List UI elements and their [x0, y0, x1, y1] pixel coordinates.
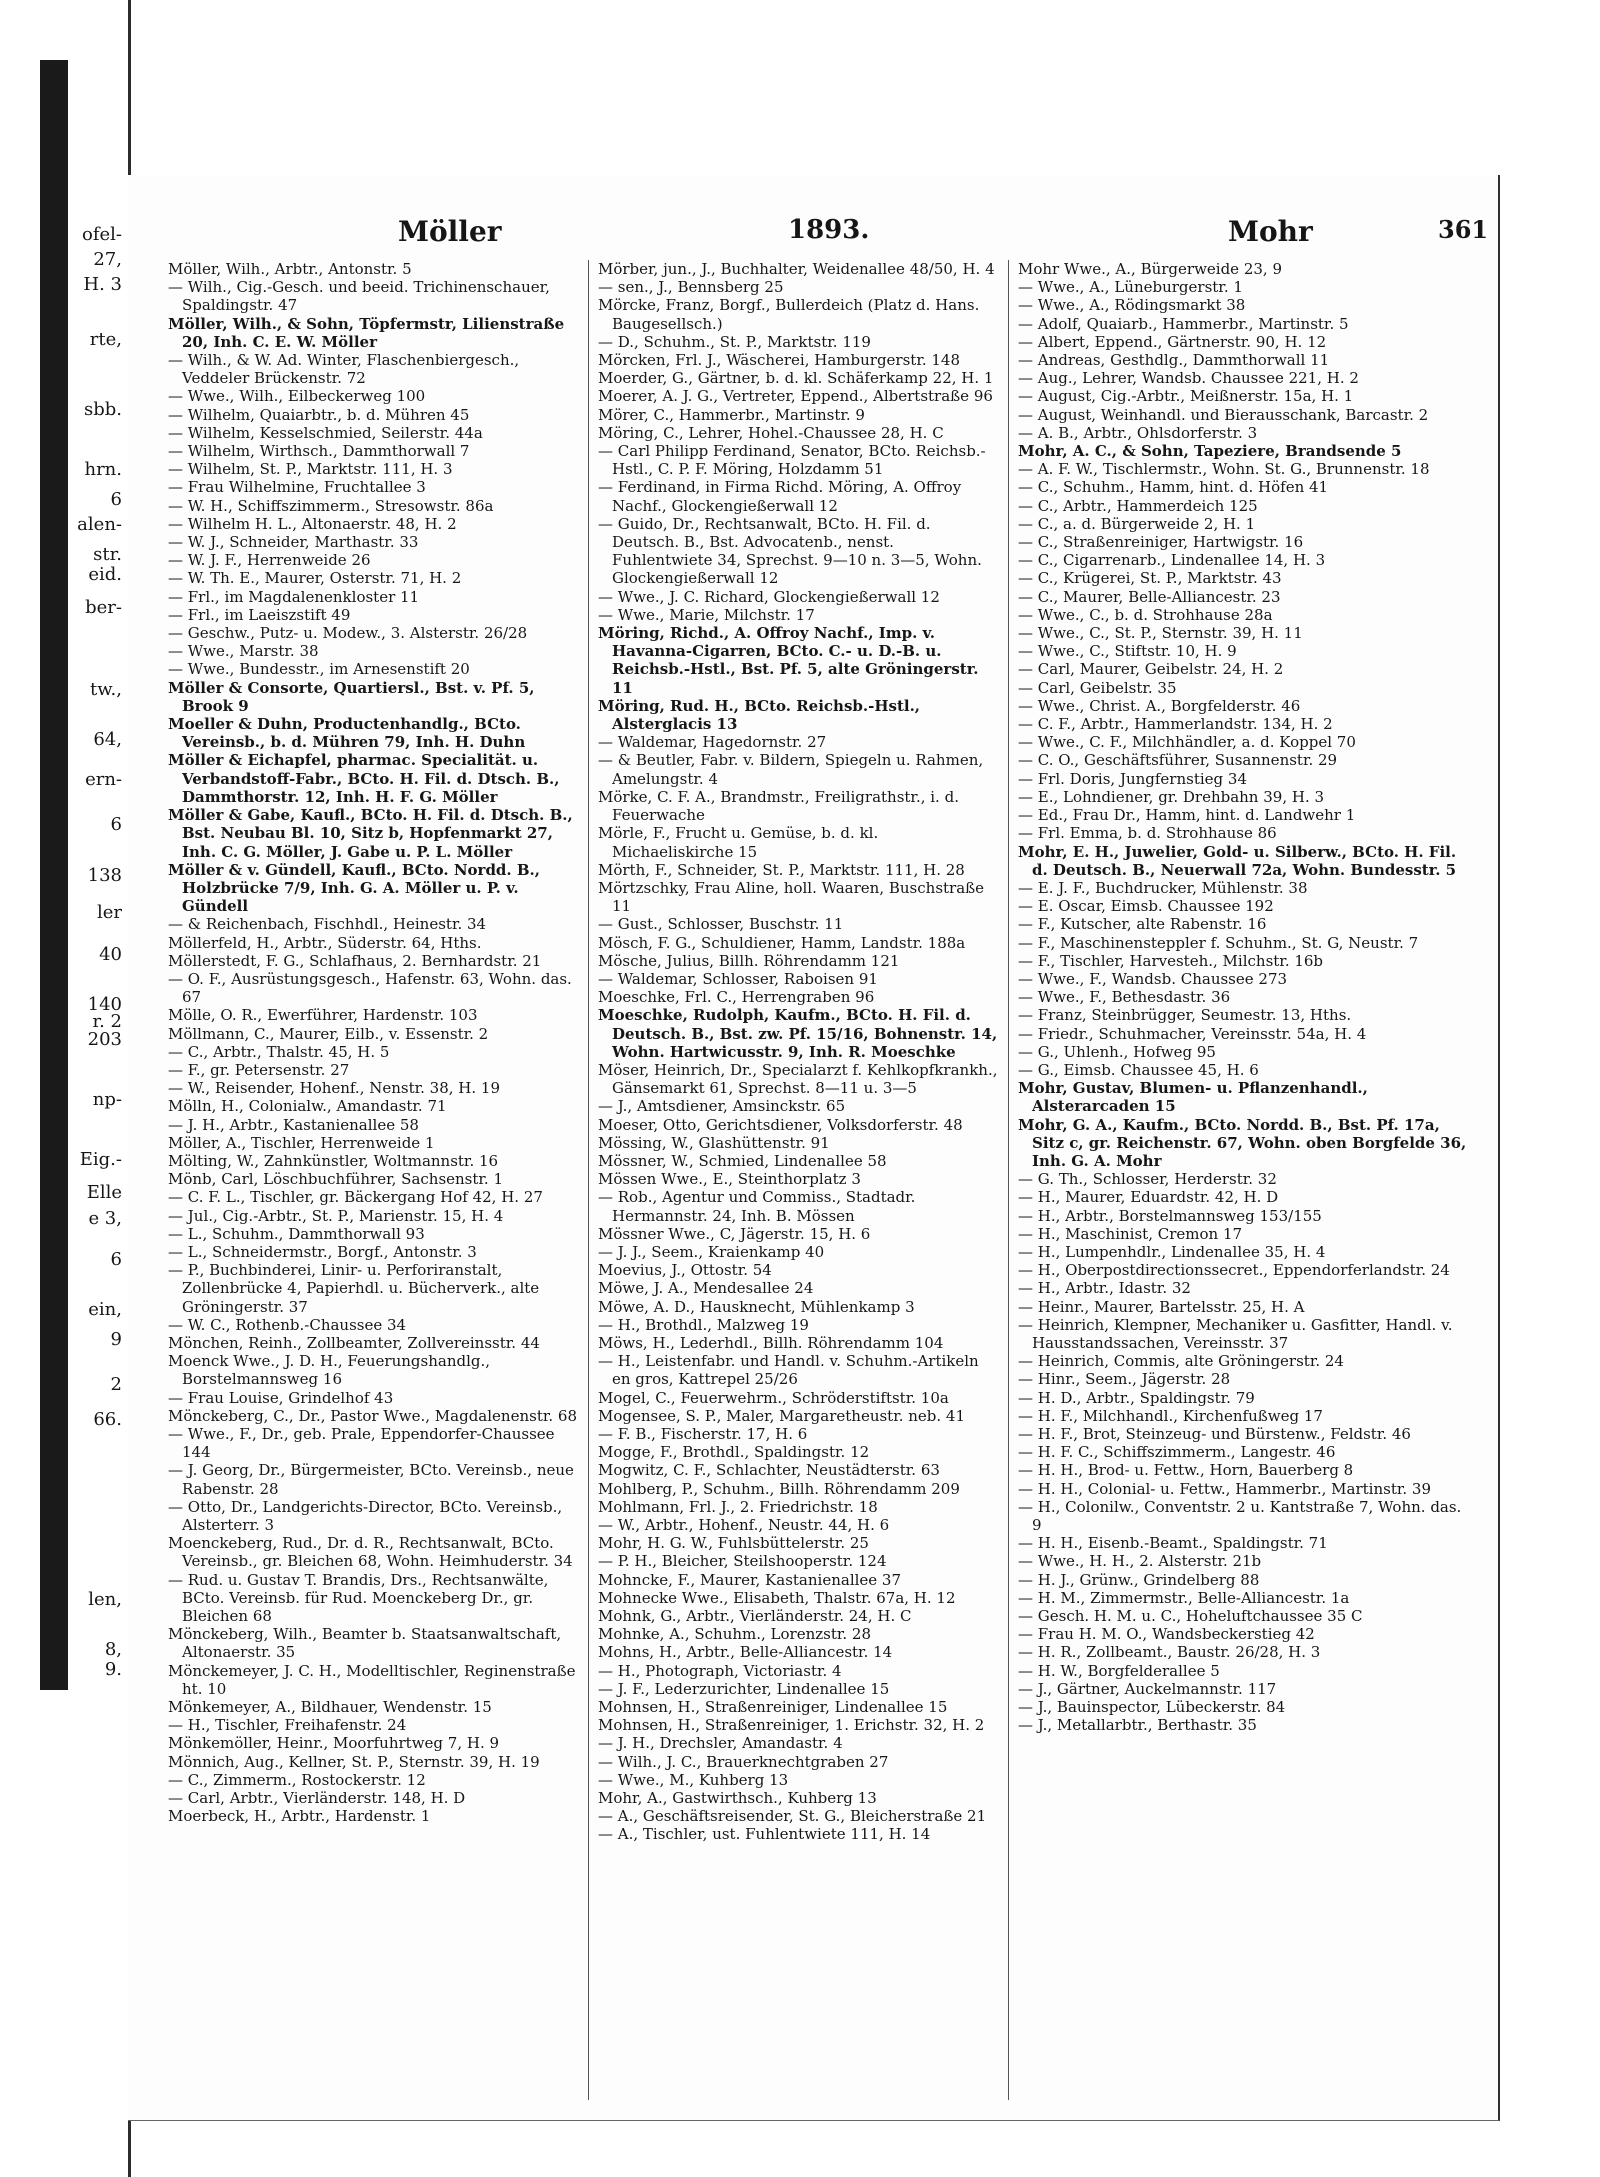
- directory-entry: — Carl Philipp Ferdinand, Senator, BCto. Reichsb.-Hstl., C. P. F. Möring, Holzdamm 51: [598, 442, 986, 479]
- directory-entry: — & Beutler, Fabr. v. Bildern, Spiegeln u. Rahmen, Amelungstr. 4: [598, 751, 984, 788]
- directory-entry: — H., Arbtr., Idastr. 32: [1018, 1279, 1191, 1298]
- directory-entry: — J., Gärtner, Auckelmannstr. 117: [1018, 1679, 1277, 1698]
- directory-entry: — Aug., Lehrer, Wandsb. Chaussee 221, H. 2: [1018, 369, 1359, 388]
- directory-entry: Mönckeberg, C., Dr., Pastor Wwe., Magdalenenstr. 68: [168, 1406, 577, 1425]
- directory-entry: Moerder, G., Gärtner, b. d. kl. Schäferkamp 22, H. 1: [598, 369, 994, 388]
- directory-entry: — J. H., Drechsler, Amandastr. 4: [598, 1734, 843, 1753]
- directory-entry: — Waldemar, Hagedornstr. 27: [598, 733, 827, 752]
- directory-entry: — F., Tischler, Harvesteh., Milchstr. 16b: [1018, 951, 1324, 970]
- directory-entry: — Wwe., M., Kuhberg 13: [598, 1770, 789, 1789]
- directory-entry: — Frl. Emma, b. d. Strohhause 86: [1018, 824, 1277, 843]
- directory-entry: Mohnecke Wwe., Elisabeth, Thalstr. 67a, H. 12: [598, 1588, 956, 1607]
- directory-entry: Moevius, J., Ottostr. 54: [598, 1261, 772, 1280]
- left-page-fragment: ern-: [85, 769, 122, 790]
- directory-entry: Mössen Wwe., E., Steinthorplatz 3: [598, 1170, 861, 1189]
- directory-entry: Mönnich, Aug., Kellner, St. P., Sternstr. 39, H. 19: [168, 1752, 540, 1771]
- directory-entry: Mörcke, Franz, Borgf., Bullerdeich (Platz d. Hans. Baugesellsch.): [598, 296, 980, 333]
- directory-entry: — Wwe., J. C. Richard, Glockengießerwall 12: [598, 587, 940, 606]
- directory-entry: Möring, Richd., A. Offroy Nachf., Imp. v. Havanna-Cigarren, BCto. C.- u. D.-B. u. Reichsb.-Hstl., Bst. Pf. 5, alte Gröningerstr. 11: [598, 624, 979, 697]
- directory-entry: — Frau Louise, Grindelhof 43: [168, 1388, 394, 1407]
- directory-entry: — & Reichenbach, Fischhdl., Heinestr. 34: [168, 915, 487, 934]
- left-page-fragment: 6: [110, 814, 122, 835]
- directory-entry: Moerer, A. J. G., Vertreter, Eppend., Albertstraße 96: [598, 387, 993, 406]
- directory-entry: — H. M., Zimmermstr., Belle-Alliancestr. 1a: [1018, 1588, 1350, 1607]
- directory-entry: — C., Zimmerm., Rostockerstr. 12: [168, 1770, 426, 1789]
- left-page-fragment: 64,: [93, 729, 122, 750]
- directory-entry: Mönb, Carl, Löschbuchführer, Sachsenstr. 1: [168, 1170, 504, 1189]
- directory-entry: — Andreas, Gesthdlg., Dammthorwall 11: [1018, 351, 1330, 370]
- directory-entry: Mörle, F., Frucht u. Gemüse, b. d. kl. Michaeliskirche 15: [598, 824, 879, 861]
- directory-entry: — H. H., Eisenb.-Beamt., Spaldingstr. 71: [1018, 1534, 1328, 1553]
- directory-entry: — Otto, Dr., Landgerichts-Director, BCto. Vereinsb., Alsterterr. 3: [168, 1497, 563, 1535]
- left-page-fragment: ofel-: [82, 224, 122, 245]
- directory-entry: Moenck Wwe., J. D. H., Feuerungshandlg., Borstelmannsweg 16: [168, 1352, 491, 1389]
- directory-entry: — H., Brothdl., Malzweg 19: [598, 1315, 809, 1334]
- left-page-fragment: 6: [110, 489, 122, 510]
- directory-entry: — Waldemar, Schlosser, Raboisen 91: [598, 969, 878, 988]
- directory-entry: — J. F., Lederzurichter, Lindenallee 15: [598, 1679, 890, 1698]
- directory-entry: Mohnk, G., Arbtr., Vierländerstr. 24, H. C: [598, 1607, 912, 1626]
- directory-entry: — C., Maurer, Belle-Alliancestr. 23: [1018, 587, 1281, 606]
- directory-entry: Mösch, F. G., Schuldiener, Hamm, Landstr. 188a: [598, 933, 966, 952]
- directory-entry: — Ed., Frau Dr., Hamm, hint. d. Landwehr 1: [1018, 806, 1356, 825]
- directory-entry: — Wwe., Christ. A., Borgfelderstr. 46: [1018, 696, 1301, 715]
- directory-entry: — Frl., im Laeiszstift 49: [168, 605, 351, 624]
- directory-entry: — Wilh., J. C., Brauerknechtgraben 27: [598, 1752, 889, 1771]
- directory-entry: Mölln, H., Colonialw., Amandastr. 71: [168, 1097, 447, 1116]
- directory-entry: — C., a. d. Bürgerweide 2, H. 1: [1018, 514, 1256, 533]
- directory-entry: Möllerstedt, F. G., Schlafhaus, 2. Bernhardstr. 21: [168, 951, 542, 970]
- directory-entry: Möring, C., Lehrer, Hohel.-Chaussee 28, H. C: [598, 423, 944, 442]
- directory-entry: — H. F. C., Schiffszimmerm., Langestr. 46: [1018, 1443, 1336, 1462]
- directory-entry: — Heinrich, Commis, alte Gröningerstr. 24: [1018, 1352, 1344, 1371]
- directory-entry: Mörer, C., Hammerbr., Martinstr. 9: [598, 405, 865, 424]
- directory-entry: — W., Reisender, Hohenf., Nenstr. 38, H. 19: [168, 1079, 501, 1098]
- directory-entry: — G. Th., Schlosser, Herderstr. 32: [1018, 1170, 1277, 1189]
- directory-entry: — H. D., Arbtr., Spaldingstr. 79: [1018, 1388, 1255, 1407]
- directory-entry: — F., Maschinensteppler f. Schuhm., St. G, Neustr. 7: [1018, 933, 1419, 952]
- directory-entry: Möws, H., Lederhdl., Billh. Röhrendamm 104: [598, 1333, 944, 1352]
- directory-entry: Mohnsen, H., Straßenreiniger, Lindenallee 15: [598, 1698, 948, 1717]
- directory-entry: — L., Schuhm., Dammthorwall 93: [168, 1224, 425, 1243]
- directory-entry: — H., Tischler, Freihafenstr. 24: [168, 1716, 407, 1735]
- directory-entry: — Friedr., Schuhmacher, Vereinsstr. 54a, H. 4: [1018, 1024, 1367, 1043]
- directory-entry: — J. J., Seem., Kraienkamp 40: [598, 1242, 825, 1261]
- directory-entry: — Carl, Geibelstr. 35: [1018, 678, 1177, 697]
- directory-entry: Möwe, A. D., Hausknecht, Mühlenkamp 3: [598, 1297, 915, 1316]
- directory-entry: Mogensee, S. P., Maler, Margaretheustr. neb. 41: [598, 1406, 966, 1425]
- column-2: [598, 260, 998, 2100]
- directory-entry: Mogel, C., Feuerwehrm., Schröderstiftstr. 10a: [598, 1388, 949, 1407]
- directory-entry: Mönckeberg, Wilh., Beamter b. Staatsanwaltschaft, Altonaerstr. 35: [168, 1625, 562, 1662]
- directory-entry: — Wwe., C. F., Milchhändler, a. d. Koppel 70: [1018, 733, 1356, 752]
- directory-entry: Mörth, F., Schneider, St. P., Marktstr. 111, H. 28: [598, 860, 965, 879]
- directory-entry: Mohr, Gustav, Blumen- u. Pflanzenhandl., Alsterarcaden 15: [1018, 1079, 1368, 1116]
- directory-entry: Mönckemeyer, J. C. H., Modelltischler, Reginenstraße ht. 10: [168, 1661, 576, 1698]
- left-page-fragment: 140: [87, 994, 122, 1015]
- directory-entry: — E. Oscar, Eimsb. Chaussee 192: [1018, 897, 1274, 916]
- directory-entry: — Wwe., Bundesstr., im Arnesenstift 20: [168, 660, 470, 679]
- directory-entry: — H., Oberpostdirectionssecret., Eppendorferlandstr. 24: [1018, 1261, 1450, 1280]
- left-page-fragment: 40: [99, 944, 122, 965]
- directory-entry: — Wwe., F., Dr., geb. Prale, Eppendorfer-Chaussee 144: [168, 1425, 555, 1462]
- directory-entry: — G., Eimsb. Chaussee 45, H. 6: [1018, 1060, 1259, 1079]
- directory-entry: — Wwe., C., b. d. Strohhause 28a: [1018, 605, 1273, 624]
- directory-entry: Möser, Heinrich, Dr., Specialarzt f. Kehlkopfkrankh., Gänsemarkt 61, Sprechst. 8—11 u. 3—5: [598, 1060, 998, 1098]
- directory-entry: — H. H., Colonial- u. Fettw., Hammerbr., Martinstr. 39: [1018, 1479, 1431, 1498]
- left-page-fragment: str.: [93, 544, 122, 565]
- directory-entry: — Wwe., Wilh., Eilbeckerweg 100: [168, 387, 426, 406]
- left-page-fragment: e 3,: [88, 1208, 122, 1229]
- directory-entry: — C., Krügerei, St. P., Marktstr. 43: [1018, 569, 1282, 588]
- directory-entry: — Wwe., F., Wandsb. Chaussee 273: [1018, 969, 1288, 988]
- directory-entry: Möller & Eichapfel, pharmac. Specialität. u. Verbandstoff-Fabr., BCto. H. Fil. d. Dtsch. B., Dammthorstr. 12, Inh. H. F. G. Möller: [168, 751, 560, 806]
- directory-entry: — Hinr., Seem., Jägerstr. 28: [1018, 1370, 1231, 1389]
- directory-entry: — P. H., Bleicher, Steilshooperstr. 124: [598, 1552, 887, 1571]
- directory-entry: — C. F. L., Tischler, gr. Bäckergang Hof 42, H. 27: [168, 1188, 543, 1207]
- directory-entry: Mogge, F., Brothdl., Spaldingstr. 12: [598, 1443, 870, 1462]
- left-page-fragment: ber-: [85, 597, 122, 618]
- left-page-fragment: r. 2: [92, 1011, 122, 1032]
- directory-entry: — Gust., Schlosser, Buschstr. 11: [598, 915, 844, 934]
- left-page-fragment: eid.: [88, 564, 122, 585]
- directory-entry: — W. Th. E., Maurer, Osterstr. 71, H. 2: [168, 569, 462, 588]
- directory-entry: — C. O., Geschäftsführer, Susannenstr. 29: [1018, 751, 1338, 770]
- directory-entry: — Frau H. M. O., Wandsbeckerstieg 42: [1018, 1625, 1315, 1644]
- directory-entry: — August, Weinhandl. und Bierausschank, Barcastr. 2: [1018, 405, 1429, 424]
- directory-entry: — H. H., Brod- u. Fettw., Horn, Bauerberg 8: [1018, 1461, 1354, 1480]
- directory-entry: — Geschw., Putz- u. Modew., 3. Alsterstr. 26/28: [168, 624, 528, 643]
- left-page-fragment: 203: [87, 1029, 122, 1050]
- directory-entry: Möller, Wilh., Arbtr., Antonstr. 5: [168, 260, 412, 278]
- header-year: 1893.: [788, 215, 870, 245]
- header-right-keyword: Mohr: [1228, 215, 1313, 248]
- directory-entry: — H., Leistenfabr. und Handl. v. Schuhm.-Artikeln en gros, Kattrepel 25/26: [598, 1352, 979, 1389]
- directory-entry: — Heinr., Maurer, Bartelsstr. 25, H. A: [1018, 1297, 1305, 1316]
- directory-entry: Mörcken, Frl. J., Wäscherei, Hamburgerstr. 148: [598, 351, 961, 370]
- directory-entry: — E. J. F., Buchdrucker, Mühlenstr. 38: [1018, 878, 1308, 897]
- column-rule: [588, 260, 589, 2100]
- directory-entry: Möllmann, C., Maurer, Eilb., v. Essenstr. 2: [168, 1024, 489, 1043]
- directory-entry: — Frl. Doris, Jungfernstieg 34: [1018, 769, 1247, 788]
- column-3: [1018, 260, 1468, 2100]
- directory-entry: — L., Schneidermstr., Borgf., Antonstr. 3: [168, 1242, 477, 1261]
- directory-page: [128, 175, 1500, 2121]
- left-page-fragment: 138: [87, 865, 122, 886]
- directory-entry: — Frau Wilhelmine, Fruchtallee 3: [168, 478, 426, 497]
- directory-entry: Mössner Wwe., C, Jägerstr. 15, H. 6: [598, 1224, 871, 1243]
- directory-entry: Moeser, Otto, Gerichtsdiener, Volksdorferstr. 48: [598, 1115, 963, 1134]
- directory-entry: — C., Schuhm., Hamm, hint. d. Höfen 41: [1018, 478, 1329, 497]
- directory-entry: — Wwe., C., St. P., Sternstr. 39, H. 11: [1018, 624, 1303, 643]
- directory-entry: Mönkemeyer, A., Bildhauer, Wendenstr. 15: [168, 1698, 492, 1717]
- header-left-keyword: Möller: [398, 215, 502, 248]
- directory-entry: Mohnsen, H., Straßenreiniger, 1. Erichstr. 32, H. 2: [598, 1716, 985, 1735]
- directory-entry: — sen., J., Bennsberg 25: [598, 278, 784, 297]
- directory-entry: — Albert, Eppend., Gärtnerstr. 90, H. 12: [1018, 332, 1327, 351]
- directory-entry: — C., Straßenreiniger, Hartwigstr. 16: [1018, 533, 1304, 552]
- left-page-fragment: len,: [88, 1589, 122, 1610]
- left-page-fragment: ein,: [88, 1299, 122, 1320]
- directory-entry: — F. B., Fischerstr. 17, H. 6: [598, 1425, 808, 1443]
- directory-entry: — H., Photograph, Victoriastr. 4: [598, 1661, 842, 1680]
- column-rule: [1008, 260, 1009, 2100]
- directory-entry: Mohr, E. H., Juwelier, Gold- u. Silberw., BCto. H. Fil. d. Deutsch. B., Neuerwall 72a, Wohn. Bundesstr. 5: [1018, 842, 1457, 879]
- directory-entry: — Gesch. H. M. u. C., Hoheluftchaussee 35 C: [1018, 1607, 1363, 1626]
- directory-entry: — J., Amtsdiener, Amsinckstr. 65: [598, 1097, 846, 1116]
- directory-entry: — Rob., Agentur und Commiss., Stadtadr. Hermannstr. 24, Inh. B. Mössen: [598, 1188, 916, 1225]
- directory-entry: — A., Tischler, ust. Fuhlentwiete 111, H. 14: [598, 1825, 931, 1844]
- directory-entry: Mohr, A. C., & Sohn, Tapeziere, Brandsende 5: [1018, 442, 1402, 461]
- directory-entry: — Wwe., H. H., 2. Alsterstr. 21b: [1018, 1552, 1262, 1571]
- directory-entry: — Jul., Cig.-Arbtr., St. P., Marienstr. 15, H. 4: [168, 1206, 504, 1225]
- directory-entry: — H., Arbtr., Borstelmannsweg 153/155: [1018, 1206, 1322, 1225]
- directory-columns: [158, 260, 1488, 2100]
- directory-entry: Mogwitz, C. F., Schlachter, Neustädterstr. 63: [598, 1461, 940, 1480]
- directory-entry: — Rud. u. Gustav T. Brandis, Drs., Rechtsanwälte, BCto. Vereinsb. für Rud. Moenckeberg Dr., gr. Bleichen 68: [168, 1570, 549, 1626]
- directory-entry: Mölting, W., Zahnkünstler, Woltmannstr. 16: [168, 1151, 499, 1170]
- directory-entry: Möller, A., Tischler, Herrenweide 1: [168, 1133, 435, 1152]
- left-page-fragment: H. 3: [83, 274, 122, 295]
- directory-entry: — Carl, Maurer, Geibelstr. 24, H. 2: [1018, 660, 1284, 679]
- left-page-fragment: ler: [96, 902, 122, 923]
- directory-entry: — Wilhelm H. L., Altonaerstr. 48, H. 2: [168, 514, 457, 533]
- directory-entry: Mörtzschky, Frau Aline, holl. Waaren, Buschstraße 11: [598, 878, 985, 916]
- directory-entry: — W. C., Rothenb.-Chaussee 34: [168, 1315, 407, 1334]
- directory-entry: — H. F., Brot, Steinzeug- und Bürstenw., Feldstr. 46: [1018, 1425, 1411, 1443]
- left-page-fragment: hrn.: [84, 459, 122, 480]
- directory-entry: — Wilh., Cig.-Gesch. und beeid. Trichinenschauer, Spaldingstr. 47: [168, 278, 550, 315]
- directory-entry: — H. F., Milchhandl., Kirchenfußweg 17: [1018, 1406, 1323, 1425]
- directory-entry: — H., Maurer, Eduardstr. 42, H. D: [1018, 1188, 1279, 1207]
- directory-entry: — E., Lohndiener, gr. Drehbahn 39, H. 3: [1018, 787, 1325, 806]
- left-page-fragment: Eig.-: [79, 1149, 122, 1170]
- left-page-fragment: sbb.: [83, 399, 122, 420]
- directory-entry: — Carl, Arbtr., Vierländerstr. 148, H. D: [168, 1789, 466, 1808]
- left-page-fragment: 27,: [93, 249, 122, 270]
- directory-entry: — O. F., Ausrüstungsgesch., Hafenstr. 63, Wohn. das. 67: [168, 969, 572, 1007]
- directory-entry: — F., Kutscher, alte Rabenstr. 16: [1018, 915, 1267, 934]
- directory-entry: — Wwe., Marstr. 38: [168, 642, 319, 661]
- directory-entry: Mössner, W., Schmied, Lindenallee 58: [598, 1151, 887, 1170]
- directory-entry: — H. J., Grünw., Grindelberg 88: [1018, 1570, 1260, 1589]
- directory-entry: — D., Schuhm., St. P., Marktstr. 119: [598, 332, 871, 351]
- left-page-fragment: 66.: [93, 1409, 122, 1430]
- directory-entry: Moeschke, Rudolph, Kaufm., BCto. H. Fil. d. Deutsch. B., Bst. zw. Pf. 15/16, Bohnenstr. 14, Wohn. Hartwicusstr. 9, Inh. R. Moeschke: [598, 1006, 998, 1061]
- directory-entry: — W. H., Schiffszimmerm., Stresowstr. 86a: [168, 496, 494, 515]
- directory-entry: — Ferdinand, in Firma Richd. Möring, A. Offroy Nachf., Glockengießerwall 12: [598, 478, 962, 515]
- directory-entry: Mohr Wwe., A., Bürgerweide 23, 9: [1018, 260, 1282, 278]
- left-page-fragment: np-: [92, 1089, 122, 1110]
- directory-entry: Möller & v. Gündell, Kaufl., BCto. Nordd. B., Holzbrücke 7/9, Inh. G. A. Möller u. P. v. Gündell: [168, 860, 540, 916]
- directory-entry: — Wwe., F., Bethesdastr. 36: [1018, 988, 1231, 1007]
- directory-entry: — C. F., Arbtr., Hammerlandstr. 134, H. 2: [1018, 715, 1333, 734]
- directory-entry: Möller, Wilh., & Sohn, Töpfermstr, Lilienstraße 20, Inh. C. E. W. Möller: [168, 314, 565, 351]
- directory-entry: Mohr, A., Gastwirthsch., Kuhberg 13: [598, 1789, 877, 1808]
- directory-entry: — August, Cig.-Arbtr., Meißnerstr. 15a, H. 1: [1018, 387, 1354, 406]
- directory-entry: — A. B., Arbtr., Ohlsdorferstr. 3: [1018, 423, 1258, 442]
- directory-entry: Moeller & Duhn, Productenhandlg., BCto. Vereinsb., b. d. Mühren 79, Inh. H. Duhn: [168, 715, 526, 752]
- left-page-fragment: 8,: [104, 1639, 122, 1660]
- running-header: [128, 215, 1498, 251]
- directory-entry: Moeschke, Frl. C., Herrengraben 96: [598, 988, 875, 1007]
- directory-entry: — C., Cigarrenarb., Lindenallee 14, H. 3: [1018, 551, 1326, 570]
- book-binding: [40, 60, 68, 1690]
- directory-entry: — H., Maschinist, Cremon 17: [1018, 1224, 1243, 1243]
- left-page-fragment: Elle: [86, 1182, 122, 1203]
- directory-entry: — Wilhelm, Quaiarbtr., b. d. Mühren 45: [168, 405, 470, 424]
- directory-entry: — A., Geschäftsreisender, St. G., Bleicherstraße 21: [598, 1807, 987, 1826]
- directory-entry: Mörber, jun., J., Buchhalter, Weidenallee 48/50, H. 4: [598, 260, 995, 278]
- directory-entry: Möller & Gabe, Kaufl., BCto. H. Fil. d. Dtsch. B., Bst. Neubau Bl. 10, Sitz b, Hopfenmarkt 27, Inh. C. G. Möller, J. Gabe u. P. L. Möller: [168, 806, 573, 861]
- left-page-fragment: 9: [110, 1329, 122, 1350]
- column-1: [168, 260, 578, 2100]
- left-page-fragment: 6: [110, 1249, 122, 1270]
- directory-entry: — J., Metallarbtr., Berthastr. 35: [1018, 1716, 1257, 1735]
- directory-entry: — W. J. F., Herrenweide 26: [168, 551, 371, 570]
- directory-entry: — C., Arbtr., Hammerdeich 125: [1018, 496, 1258, 515]
- directory-entry: — H. W., Borgfelderallee 5: [1018, 1661, 1220, 1680]
- directory-entry: — Frl., im Magdalenenkloster 11: [168, 587, 420, 606]
- directory-entry: — H. R., Zollbeamt., Baustr. 26/28, H. 3: [1018, 1643, 1321, 1662]
- directory-entry: Mohns, H., Arbtr., Belle-Alliancestr. 14: [598, 1643, 893, 1662]
- directory-entry: — Guido, Dr., Rechtsanwalt, BCto. H. Fil. d. Deutsch. B., Bst. Advocatenb., nenst. Fuhlentwiete 34, Sprechst. 9—10 n. 3—5, Wohn. Glockengießerwall 12: [598, 514, 982, 588]
- directory-entry: — Wilhelm, Kesselschmied, Seilerstr. 44a: [168, 423, 483, 442]
- directory-entry: — H., Lumpenhdlr., Lindenallee 35, H. 4: [1018, 1242, 1326, 1261]
- directory-entry: — Franz, Steinbrügger, Seumestr. 13, Hths.: [1018, 1006, 1352, 1025]
- directory-entry: — P., Buchbinderei, Linir- u. Perforiranstalt, Zollenbrücke 4, Papierhdl. u. Bücherverk., alte Gröningerstr. 37: [168, 1261, 540, 1316]
- directory-entry: Möller & Consorte, Quartiersl., Bst. v. Pf. 5, Brook 9: [168, 678, 535, 715]
- directory-entry: Mohncke, F., Maurer, Kastanienallee 37: [598, 1570, 902, 1589]
- page-number: 361: [1438, 215, 1489, 244]
- directory-entry: — Adolf, Quaiarb., Hammerbr., Martinstr. 5: [1018, 314, 1349, 333]
- directory-entry: — H., Colonilw., Conventstr. 2 u. Kantstraße 7, Wohn. das. 9: [1018, 1497, 1462, 1535]
- directory-entry: Mönchen, Reinh., Zollbeamter, Zollvereinsstr. 44: [168, 1333, 540, 1352]
- directory-entry: Mölle, O. R., Ewerführer, Hardenstr. 103: [168, 1006, 478, 1025]
- directory-entry: — Wwe., A., Rödingsmarkt 38: [1018, 296, 1246, 315]
- directory-entry: Mohr, H. G. W., Fuhlsbüttelerstr. 25: [598, 1534, 869, 1553]
- left-page-fragment: 2: [110, 1374, 122, 1395]
- left-page-fragment: tw.,: [90, 679, 122, 700]
- directory-entry: — C., Arbtr., Thalstr. 45, H. 5: [168, 1042, 390, 1061]
- directory-entry: — Wilhelm, St. P., Marktstr. 111, H. 3: [168, 460, 453, 479]
- directory-entry: Möring, Rud. H., BCto. Reichsb.-Hstl., Alsterglacis 13: [598, 696, 921, 734]
- directory-entry: Mösche, Julius, Billh. Röhrendamm 121: [598, 951, 900, 970]
- directory-entry: — Wwe., Marie, Milchstr. 17: [598, 605, 815, 624]
- left-page-fragment: alen-: [77, 514, 122, 535]
- directory-entry: Möllerfeld, H., Arbtr., Süderstr. 64, Hths.: [168, 933, 482, 952]
- directory-entry: — Wwe., A., Lüneburgerstr. 1: [1018, 278, 1243, 297]
- directory-entry: Moenckeberg, Rud., Dr. d. R., Rechtsanwalt, BCto. Vereinsb., gr. Bleichen 68, Wohn. Heimhuderstr. 34: [168, 1534, 573, 1571]
- directory-entry: Mohnke, A., Schuhm., Lorenzstr. 28: [598, 1625, 872, 1644]
- directory-entry: — F., gr. Petersenstr. 27: [168, 1060, 350, 1079]
- directory-entry: — W., Arbtr., Hohenf., Neustr. 44, H. 6: [598, 1516, 890, 1535]
- directory-entry: — Wilh., & W. Ad. Winter, Flaschenbiergesch., Veddeler Brückenstr. 72: [168, 351, 520, 388]
- directory-entry: Mörke, C. F. A., Brandmstr., Freiligrathstr., i. d. Feuerwache: [598, 787, 959, 825]
- directory-entry: Mönkemöller, Heinr., Moorfuhrtweg 7, H. 9: [168, 1734, 500, 1753]
- directory-entry: Mohr, G. A., Kaufm., BCto. Nordd. B., Bst. Pf. 17a, Sitz c, gr. Reichenstr. 67, Wohn. oben Borgfelde 36, Inh. G. A. Mohr: [1018, 1115, 1467, 1170]
- directory-entry: Mohlberg, P., Schuhm., Billh. Röhrendamm 209: [598, 1479, 960, 1498]
- left-page-fragment: rte,: [89, 329, 122, 350]
- directory-entry: — W. J., Schneider, Marthastr. 33: [168, 533, 419, 552]
- directory-entry: Möwe, J. A., Mendesallee 24: [598, 1279, 814, 1298]
- directory-entry: — G., Uhlenh., Hofweg 95: [1018, 1042, 1216, 1061]
- directory-entry: — J., Bauinspector, Lübeckerstr. 84: [1018, 1698, 1286, 1717]
- directory-entry: — J. Georg, Dr., Bürgermeister, BCto. Vereinsb., neue Rabenstr. 28: [168, 1461, 574, 1498]
- directory-entry: — Wilhelm, Wirthsch., Dammthorwall 7: [168, 442, 470, 461]
- directory-entry: — Wwe., C., Stiftstr. 10, H. 9: [1018, 642, 1237, 661]
- directory-entry: — J. H., Arbtr., Kastanienallee 58: [168, 1115, 419, 1134]
- directory-entry: Mohlmann, Frl. J., 2. Friedrichstr. 18: [598, 1497, 878, 1516]
- directory-entry: Moerbeck, H., Arbtr., Hardenstr. 1: [168, 1807, 431, 1826]
- left-page-fragment: 9.: [104, 1659, 122, 1680]
- directory-entry: — A. F. W., Tischlermstr., Wohn. St. G., Brunnenstr. 18: [1018, 460, 1430, 479]
- directory-entry: Mössing, W., Glashüttenstr. 91: [598, 1133, 830, 1152]
- directory-entry: — Heinrich, Klempner, Mechaniker u. Gasfitter, Handl. v. Hausstandssachen, Vereinsstr. 37: [1018, 1315, 1453, 1352]
